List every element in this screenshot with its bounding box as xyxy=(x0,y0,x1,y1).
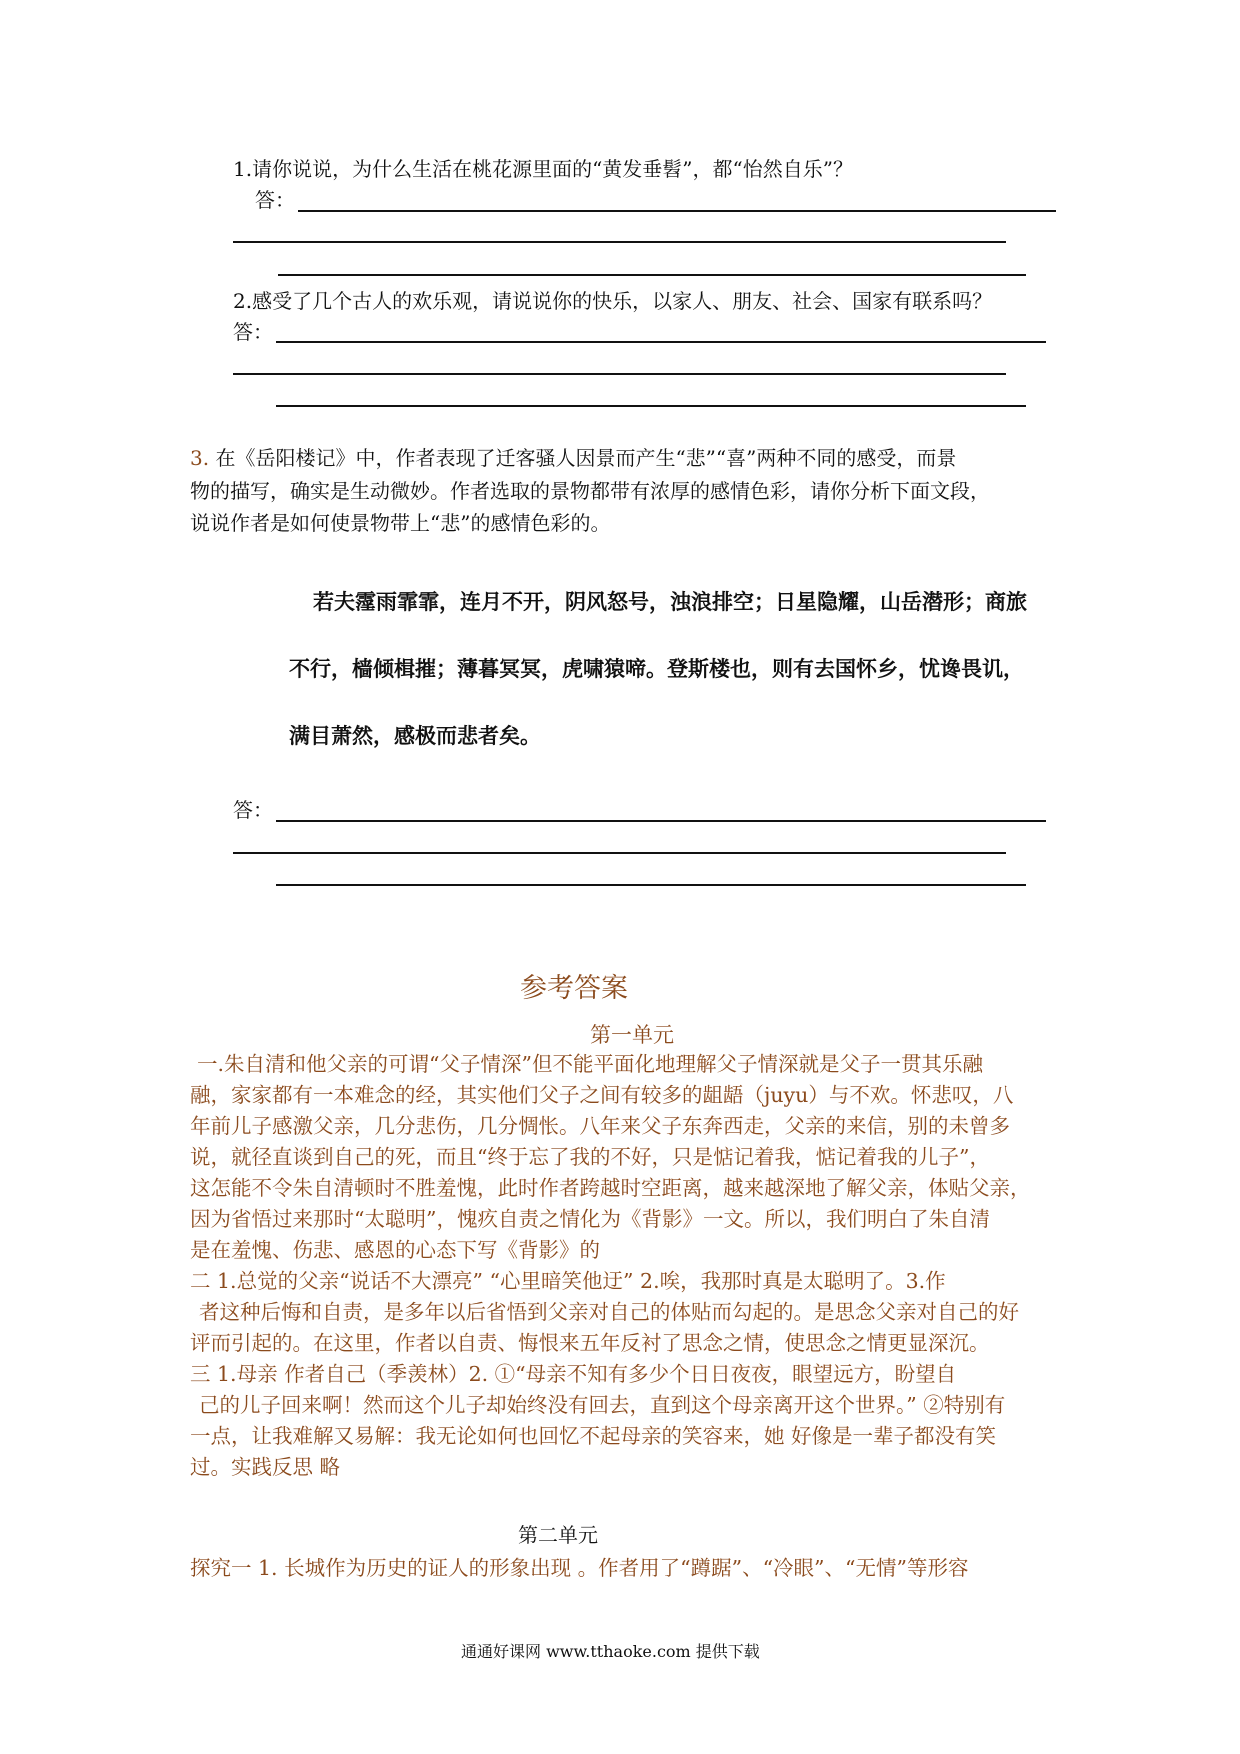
passage-line-2: 不行，樯倾楫摧；薄暮冥冥，虎啸猿啼。登斯楼也，则有去国怀乡，忧谗畏讥， xyxy=(289,657,1024,681)
answers-heading: 参考答案 xyxy=(520,973,628,1004)
answer-label: 答： xyxy=(255,188,295,212)
answer-line xyxy=(298,210,1056,212)
answer-line xyxy=(276,405,1026,407)
question-3-line-3: 说说作者是如何使景物带上“悲”的感情色彩的。 xyxy=(190,511,611,535)
answer-line xyxy=(276,820,1046,822)
answer-line xyxy=(276,884,1026,886)
answer-text-line: 者这种后悔和自责，是多年以后省悟到父亲对自己的体贴而勾起的。是思念父亲对自己的好 xyxy=(199,1300,1019,1324)
question-1: 1.请你说说，为什么生活在桃花源里面的“黄发垂髫”，都“怡然自乐”？ xyxy=(233,157,853,181)
answer-line xyxy=(276,341,1046,343)
footer-text: 通通好课网 www.tthaoke.com 提供下载 xyxy=(461,1642,760,1661)
question-3-number: 3. xyxy=(190,446,210,470)
passage-line-3: 满目萧然，感极而悲者矣。 xyxy=(289,724,541,748)
answer-text-line: 一.朱自清和他父亲的可谓“父子情深”但不能平面化地理解父子情深就是父子一贯其乐融 xyxy=(197,1052,983,1076)
answer-line xyxy=(233,852,1006,854)
unit-2-heading: 第二单元 xyxy=(518,1523,598,1547)
answer-line xyxy=(278,274,1026,276)
question-3-line-1: 3. 在《岳阳楼记》中，作者表现了迁客骚人因景而产生“悲”“喜”两种不同的感受，而景 xyxy=(190,446,957,470)
question-3-line-2: 物的描写，确实是生动微妙。作者选取的景物都带有浓厚的感情色彩，请你分析下面文段， xyxy=(190,479,990,503)
answer-text-line: 说，就径直谈到自己的死，而且“终于忘了我的不好，只是惦记着我，惦记着我的儿子”， xyxy=(190,1145,990,1169)
answer-text-line: 这怎能不令朱自清顿时不胜羞愧，此时作者跨越时空距离，越来越深地了解父亲，体贴父亲， xyxy=(190,1176,1031,1200)
answer-text-line: 因为省悟过来那时“太聪明”，愧疚自责之情化为《背影》一文。所以，我们明白了朱自清 xyxy=(190,1207,990,1231)
unit-1-heading: 第一单元 xyxy=(590,1023,674,1047)
answer-text-line: 一点，让我难解又易解：我无论如何也回忆不起母亲的笑容来，她 好像是一辈子都没有笑 xyxy=(190,1424,997,1448)
answer-text-line: 二 1.总觉的父亲“说话不大漂亮” “心里暗笑他迂” 2.唉，我那时真是太聪明了。3.作 xyxy=(190,1269,946,1293)
answer-label: 答： xyxy=(233,320,273,344)
question-2: 2.感受了几个古人的欢乐观，请说说你的快乐，以家人、朋友、社会、国家有联系吗？ xyxy=(233,289,993,313)
answer-text-line: 融，家家都有一本难念的经，其实他们父子之间有较多的龃龉（juyu）与不欢。怀悲叹，八 xyxy=(190,1083,1014,1107)
answer-text-line: 三 1.母亲 作者自己（季羡林）2. ①“母亲不知有多少个日日夜夜，眼望远方，盼望自 xyxy=(190,1362,957,1386)
answer-text-line: 己的儿子回来啊！然而这个儿子却始终没有回去，直到这个母亲离开这个世界。” ②特别有 xyxy=(199,1393,1006,1417)
passage-line-1: 若夫霪雨霏霏，连月不开，阴风怒号，浊浪排空；日星隐耀，山岳潜形；商旅 xyxy=(313,590,1027,614)
answer-text-line: 是在羞愧、伤悲、感恩的心态下写《背影》的 xyxy=(190,1238,600,1262)
answer-label: 答： xyxy=(233,798,273,822)
answer-text-line: 过。实践反思 略 xyxy=(190,1455,341,1479)
answer-text-line: 评而引起的。在这里，作者以自责、悔恨来五年反衬了思念之情，使思念之情更显深沉。 xyxy=(190,1331,990,1355)
answer-line xyxy=(233,373,1006,375)
answer-text-line: 年前儿子感激父亲，几分悲伤，几分惆怅。八年来父子东奔西走，父亲的来信，别的未曾多 xyxy=(190,1114,1010,1138)
answer-line xyxy=(233,241,1006,243)
answer-text-line: 探究一 1. 长城作为历史的证人的形象出现 。作者用了“蹲踞”、“冷眼”、“无情”等形容 xyxy=(190,1556,969,1580)
